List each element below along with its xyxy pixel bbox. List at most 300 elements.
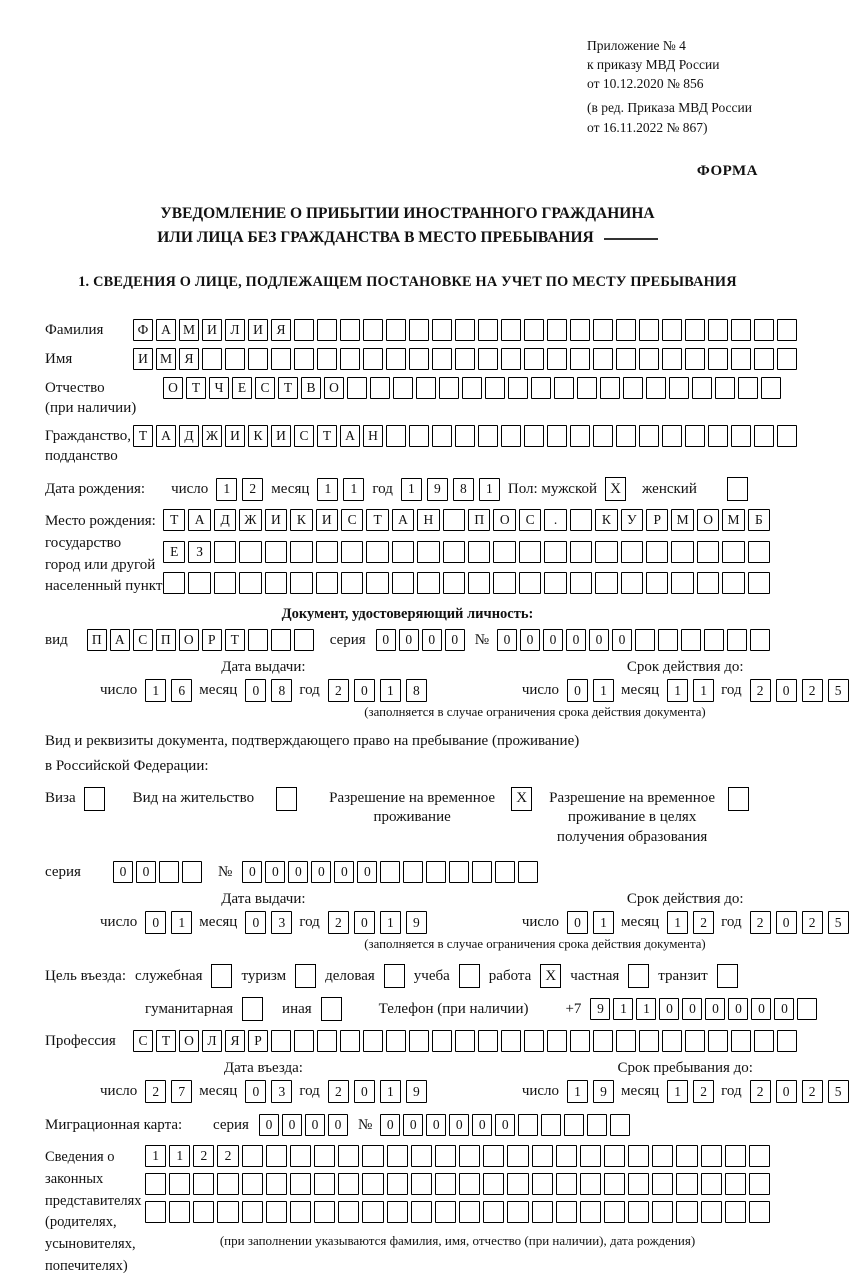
char-cell xyxy=(722,572,744,594)
char-cell xyxy=(193,1173,214,1195)
doc-type-cells xyxy=(87,629,314,651)
birth-month-cells xyxy=(317,478,364,501)
char-cell: А xyxy=(188,509,210,531)
char-cell: Т xyxy=(133,425,153,447)
char-cell xyxy=(685,1030,705,1052)
char-cell xyxy=(556,1145,577,1167)
char-cell xyxy=(317,1030,337,1052)
char-cell: О xyxy=(493,509,515,531)
char-cell xyxy=(610,1114,630,1136)
char-cell xyxy=(547,1030,567,1052)
char-cell: 0 xyxy=(776,1080,797,1103)
char-cell xyxy=(493,572,515,594)
char-cell xyxy=(621,541,643,563)
char-cell: 0 xyxy=(776,911,797,934)
char-cell: Д xyxy=(214,509,236,531)
char-cell: 1 xyxy=(667,1080,688,1103)
char-cell: 0 xyxy=(145,911,166,934)
char-cell xyxy=(604,1145,625,1167)
char-cell xyxy=(449,861,469,883)
char-cell xyxy=(341,541,363,563)
char-cell xyxy=(290,1145,311,1167)
char-cell xyxy=(715,377,735,399)
char-cell xyxy=(646,541,668,563)
char-cell xyxy=(595,541,617,563)
char-cell: Л xyxy=(202,1030,222,1052)
char-cell xyxy=(217,1173,238,1195)
stay-expiry-month-cells xyxy=(667,911,714,934)
doc-number-cells xyxy=(497,629,770,651)
citizenship-cells xyxy=(133,425,797,447)
char-cell: А xyxy=(156,425,176,447)
char-cell xyxy=(580,1145,601,1167)
char-cell xyxy=(750,629,770,651)
char-cell xyxy=(725,1173,746,1195)
char-cell xyxy=(646,572,668,594)
char-cell xyxy=(483,1201,504,1223)
char-cell: 0 xyxy=(259,1114,279,1136)
representatives-rows xyxy=(145,1145,770,1223)
char-cell: 0 xyxy=(774,998,794,1020)
char-cell: С xyxy=(133,629,153,651)
char-cell xyxy=(271,629,291,651)
patronymic-row xyxy=(45,377,770,419)
title-underline xyxy=(604,238,658,240)
char-cell: М xyxy=(179,319,199,341)
char-cell xyxy=(294,629,314,651)
migration-card-label: Миграционная карта: xyxy=(45,1116,183,1133)
char-cell xyxy=(411,1173,432,1195)
char-cell xyxy=(704,629,724,651)
char-cell xyxy=(708,348,728,370)
char-cell xyxy=(554,377,574,399)
firstname-label: Имя xyxy=(45,350,73,367)
char-cell: 1 xyxy=(343,478,364,501)
appendix-edit-line: (в ред. Приказа МВД России xyxy=(587,100,752,116)
char-cell: Р xyxy=(202,629,222,651)
char-cell xyxy=(432,319,452,341)
sex-label: Пол: мужской xyxy=(507,480,598,497)
char-cell xyxy=(671,572,693,594)
char-cell xyxy=(290,541,312,563)
char-cell xyxy=(242,1201,263,1223)
stay-until-group: Срок пребывания до: число 1 9 месяц 1 2 год 2 0 2 5 xyxy=(522,1060,849,1103)
stay-series-label: серия xyxy=(45,863,81,880)
char-cell xyxy=(628,1201,649,1223)
migration-number-label: № xyxy=(357,1116,373,1133)
char-cell xyxy=(362,1145,383,1167)
char-cell xyxy=(708,1030,728,1052)
entry-year-cells xyxy=(328,1080,427,1103)
visit-purpose-row: Цель въезда: служебная туризм деловая учеба работа X частная транзит xyxy=(45,964,770,988)
appendix-line: от 10.12.2020 № 856 xyxy=(587,76,704,92)
char-cell: 1 xyxy=(593,911,614,934)
char-cell xyxy=(501,1030,521,1052)
char-cell xyxy=(676,1201,697,1223)
char-cell: 2 xyxy=(802,911,823,934)
char-cell xyxy=(616,319,636,341)
char-cell: 0 xyxy=(282,1114,302,1136)
char-cell xyxy=(658,629,678,651)
char-cell: У xyxy=(621,509,643,531)
stay-doc-options xyxy=(45,787,770,848)
char-cell xyxy=(409,425,429,447)
char-cell: 9 xyxy=(406,911,427,934)
char-cell: 2 xyxy=(693,911,714,934)
char-cell xyxy=(731,348,751,370)
char-cell: М xyxy=(722,509,744,531)
char-cell: 0 xyxy=(495,1114,515,1136)
birth-year-cells xyxy=(401,478,500,501)
char-cell xyxy=(531,377,551,399)
firstname-row xyxy=(45,348,770,370)
char-cell: 1 xyxy=(145,679,166,702)
char-cell xyxy=(417,572,439,594)
char-cell: О xyxy=(697,509,719,531)
char-cell xyxy=(532,1145,553,1167)
stay-issue-group: Дата выдачи: число 0 1 месяц 0 3 год 2 0 1 9 xyxy=(100,891,427,934)
char-cell: Т xyxy=(278,377,298,399)
char-cell xyxy=(435,1201,456,1223)
char-cell: 0 xyxy=(311,861,331,883)
char-cell xyxy=(478,425,498,447)
char-cell: 0 xyxy=(567,679,588,702)
char-cell: 1 xyxy=(145,1145,166,1167)
char-cell xyxy=(731,425,751,447)
char-cell: Т xyxy=(186,377,206,399)
char-cell xyxy=(639,348,659,370)
purpose-transit-checkbox xyxy=(717,964,738,988)
char-cell xyxy=(443,509,465,531)
char-cell xyxy=(652,1201,673,1223)
char-cell: Т xyxy=(156,1030,176,1052)
identity-doc-row xyxy=(45,629,770,651)
birthplace-row2-cells xyxy=(163,541,770,567)
char-cell xyxy=(392,541,414,563)
char-cell: М xyxy=(671,509,693,531)
appendix-line: Приложение № 4 xyxy=(587,38,686,53)
char-cell xyxy=(314,1173,335,1195)
char-cell xyxy=(662,425,682,447)
char-cell xyxy=(685,425,705,447)
female-checkbox xyxy=(727,477,748,501)
char-cell: Н xyxy=(417,509,439,531)
patronymic-label: Отчество (при наличии) xyxy=(45,379,137,416)
char-cell xyxy=(472,861,492,883)
char-cell: 2 xyxy=(328,911,349,934)
profession-cells xyxy=(133,1030,797,1052)
option-temp-residence: Разрешение на временное проживание X xyxy=(323,787,532,828)
char-cell xyxy=(478,348,498,370)
char-cell xyxy=(495,861,515,883)
char-cell xyxy=(697,541,719,563)
citizenship-row xyxy=(45,425,770,467)
char-cell: 9 xyxy=(406,1080,427,1103)
char-cell xyxy=(621,572,643,594)
char-cell: 0 xyxy=(305,1114,325,1136)
patronymic-cells xyxy=(163,377,781,399)
char-cell xyxy=(697,572,719,594)
char-cell: 0 xyxy=(682,998,702,1020)
char-cell xyxy=(363,1030,383,1052)
char-cell xyxy=(616,348,636,370)
char-cell xyxy=(754,319,774,341)
char-cell xyxy=(676,1145,697,1167)
stay-doc-intro: Вид и реквизиты документа, подтверждающего право на пребывание (проживание) в Российской Федерации: xyxy=(45,733,580,774)
char-cell: С xyxy=(294,425,314,447)
char-cell xyxy=(692,377,712,399)
char-cell xyxy=(338,1173,359,1195)
char-cell xyxy=(386,425,406,447)
char-cell xyxy=(652,1173,673,1195)
char-cell: П xyxy=(468,509,490,531)
char-cell: Т xyxy=(366,509,388,531)
char-cell xyxy=(777,1030,797,1052)
char-cell xyxy=(777,319,797,341)
char-cell: Д xyxy=(179,425,199,447)
char-cell xyxy=(483,1145,504,1167)
char-cell xyxy=(570,572,592,594)
doc-number-label: № xyxy=(474,631,489,648)
representatives-row2-cells xyxy=(145,1173,770,1195)
char-cell xyxy=(532,1173,553,1195)
purpose-official-checkbox xyxy=(211,964,232,988)
char-cell xyxy=(338,1145,359,1167)
char-cell xyxy=(754,425,774,447)
char-cell xyxy=(623,377,643,399)
char-cell: 0 xyxy=(245,911,266,934)
char-cell: С xyxy=(255,377,275,399)
char-cell xyxy=(411,1201,432,1223)
char-cell: 0 xyxy=(245,1080,266,1103)
char-cell xyxy=(214,572,236,594)
profession-label: Профессия xyxy=(45,1033,116,1049)
char-cell xyxy=(392,572,414,594)
char-cell xyxy=(341,572,363,594)
surname-row xyxy=(45,319,770,341)
char-cell: А xyxy=(392,509,414,531)
char-cell: 0 xyxy=(567,911,588,934)
char-cell xyxy=(169,1201,190,1223)
char-cell: 2 xyxy=(693,1080,714,1103)
char-cell xyxy=(182,861,202,883)
char-cell xyxy=(507,1173,528,1195)
char-cell: 0 xyxy=(520,629,540,651)
char-cell: К xyxy=(595,509,617,531)
char-cell: 1 xyxy=(479,478,500,501)
char-cell: 1 xyxy=(613,998,633,1020)
char-cell: Ф xyxy=(133,319,153,341)
char-cell xyxy=(435,1145,456,1167)
option-temp-residence-education: Разрешение на временное проживание в целях получения образования xyxy=(546,787,749,848)
char-cell xyxy=(366,541,388,563)
char-cell xyxy=(616,1030,636,1052)
char-cell: 2 xyxy=(217,1145,238,1167)
char-cell: 5 xyxy=(828,679,849,702)
migration-series-label: серия xyxy=(213,1116,249,1133)
char-cell xyxy=(362,1173,383,1195)
char-cell: 8 xyxy=(271,679,292,702)
char-cell xyxy=(266,1173,287,1195)
profession-row xyxy=(45,1030,770,1052)
char-cell: 1 xyxy=(171,911,192,934)
char-cell: 0 xyxy=(354,679,375,702)
purpose-business-checkbox xyxy=(384,964,405,988)
char-cell: Р xyxy=(248,1030,268,1052)
char-cell xyxy=(600,377,620,399)
char-cell xyxy=(616,425,636,447)
char-cell: П xyxy=(156,629,176,651)
char-cell xyxy=(340,348,360,370)
char-cell: 0 xyxy=(399,629,419,651)
char-cell: А xyxy=(110,629,130,651)
char-cell: 2 xyxy=(193,1145,214,1167)
identity-doc-heading: Документ, удостоверяющий личность: xyxy=(281,606,534,622)
char-cell xyxy=(387,1145,408,1167)
birthplace-rows xyxy=(163,509,770,598)
char-cell: К xyxy=(248,425,268,447)
char-cell: 2 xyxy=(802,1080,823,1103)
doc-issue-day-cells xyxy=(145,679,192,702)
char-cell: 3 xyxy=(271,1080,292,1103)
char-cell xyxy=(604,1201,625,1223)
entry-day-cells xyxy=(145,1080,192,1103)
identity-doc-dates xyxy=(45,659,842,702)
char-cell: З xyxy=(188,541,210,563)
birthplace-label: Место рождения: государство город или другой населенный пункт xyxy=(45,513,163,595)
char-cell xyxy=(271,1030,291,1052)
char-cell: Я xyxy=(179,348,199,370)
doc-expiry-note: (заполняется в случае ограничения срока действия документа) xyxy=(364,705,706,719)
representatives-block xyxy=(45,1145,770,1278)
char-cell: И xyxy=(271,425,291,447)
char-cell xyxy=(316,541,338,563)
char-cell xyxy=(338,1201,359,1223)
char-cell: 1 xyxy=(667,679,688,702)
char-cell xyxy=(518,861,538,883)
char-cell: 6 xyxy=(171,679,192,702)
char-cell: 0 xyxy=(334,861,354,883)
char-cell: Я xyxy=(225,1030,245,1052)
char-cell xyxy=(524,348,544,370)
doc-series-cells xyxy=(376,629,465,651)
char-cell xyxy=(294,1030,314,1052)
char-cell: 1 xyxy=(667,911,688,934)
doc-issue-group: Дата выдачи: число 1 6 месяц 0 8 год 2 0 1 8 xyxy=(100,659,427,702)
doc-expiry-group: Срок действия до: число 0 1 месяц 1 1 год 2 0 2 5 xyxy=(522,659,849,702)
char-cell: К xyxy=(290,509,312,531)
char-cell xyxy=(380,861,400,883)
char-cell: . xyxy=(544,509,566,531)
char-cell: 0 xyxy=(328,1114,348,1136)
char-cell: 0 xyxy=(612,629,632,651)
phone-label: Телефон (при наличии) xyxy=(378,1000,529,1017)
char-cell xyxy=(455,348,475,370)
migration-number-cells xyxy=(380,1114,630,1136)
char-cell xyxy=(701,1173,722,1195)
char-cell xyxy=(544,572,566,594)
char-cell xyxy=(754,1030,774,1052)
char-cell: 0 xyxy=(242,861,262,883)
entry-month-cells xyxy=(245,1080,292,1103)
char-cell: 0 xyxy=(497,629,517,651)
char-cell: 0 xyxy=(113,861,133,883)
char-cell xyxy=(701,1145,722,1167)
char-cell xyxy=(580,1201,601,1223)
char-cell xyxy=(708,319,728,341)
char-cell: 5 xyxy=(828,1080,849,1103)
doc-issue-year-cells xyxy=(328,679,427,702)
char-cell xyxy=(239,572,261,594)
char-cell xyxy=(265,572,287,594)
char-cell xyxy=(593,319,613,341)
stay-until-day-cells xyxy=(567,1080,614,1103)
stay-until-year-cells xyxy=(750,1080,849,1103)
doc-expiry-day-cells xyxy=(567,679,614,702)
char-cell xyxy=(455,1030,475,1052)
option-residence-permit: Вид на жительство xyxy=(133,787,297,811)
purpose-tourism-checkbox xyxy=(295,964,316,988)
char-cell xyxy=(403,861,423,883)
char-cell xyxy=(159,861,179,883)
char-cell: 1 xyxy=(693,679,714,702)
char-cell xyxy=(580,1173,601,1195)
char-cell xyxy=(314,1201,335,1223)
char-cell xyxy=(478,1030,498,1052)
char-cell: 5 xyxy=(828,911,849,934)
char-cell xyxy=(547,319,567,341)
char-cell: С xyxy=(133,1030,153,1052)
char-cell xyxy=(731,319,751,341)
char-cell xyxy=(593,1030,613,1052)
char-cell: 0 xyxy=(445,629,465,651)
char-cell: 0 xyxy=(354,1080,375,1103)
char-cell xyxy=(455,319,475,341)
representatives-note: (при заполнении указываются фамилия, имя, отчество (при наличии), дата рождения) xyxy=(219,1233,696,1248)
char-cell xyxy=(435,1173,456,1195)
char-cell xyxy=(317,348,337,370)
section1-heading: 1. СВЕДЕНИЯ О ЛИЦЕ, ПОДЛЕЖАЩЕМ ПОСТАНОВКЕ НА УЧЕТ ПО МЕСТУ ПРЕБЫВАНИЯ xyxy=(78,273,737,290)
purpose-work-checkbox: X xyxy=(540,964,561,988)
char-cell xyxy=(363,319,383,341)
char-cell: А xyxy=(340,425,360,447)
form-title-line2: ИЛИ ЛИЦА БЕЗ ГРАЖДАНСТВА В МЕСТО ПРЕБЫВАНИЯ xyxy=(45,226,770,250)
char-cell: 1 xyxy=(216,478,237,501)
char-cell xyxy=(290,1173,311,1195)
char-cell: 2 xyxy=(145,1080,166,1103)
birth-day-cells xyxy=(216,478,263,501)
char-cell xyxy=(265,541,287,563)
stay-number-cells xyxy=(242,861,538,883)
stay-issue-month-cells xyxy=(245,911,292,934)
char-cell: 0 xyxy=(566,629,586,651)
char-cell xyxy=(662,348,682,370)
migration-series-cells xyxy=(259,1114,348,1136)
purpose-study-checkbox xyxy=(459,964,480,988)
char-cell xyxy=(593,425,613,447)
char-cell: 0 xyxy=(136,861,156,883)
char-cell: Л xyxy=(225,319,245,341)
char-cell xyxy=(459,1173,480,1195)
char-cell: 1 xyxy=(401,478,422,501)
char-cell xyxy=(462,377,482,399)
migration-card-row xyxy=(45,1114,770,1136)
char-cell: Ч xyxy=(209,377,229,399)
char-cell xyxy=(501,319,521,341)
char-cell: О xyxy=(324,377,344,399)
purpose-private-checkbox xyxy=(628,964,649,988)
temp-residence-education-checkbox xyxy=(728,787,749,811)
